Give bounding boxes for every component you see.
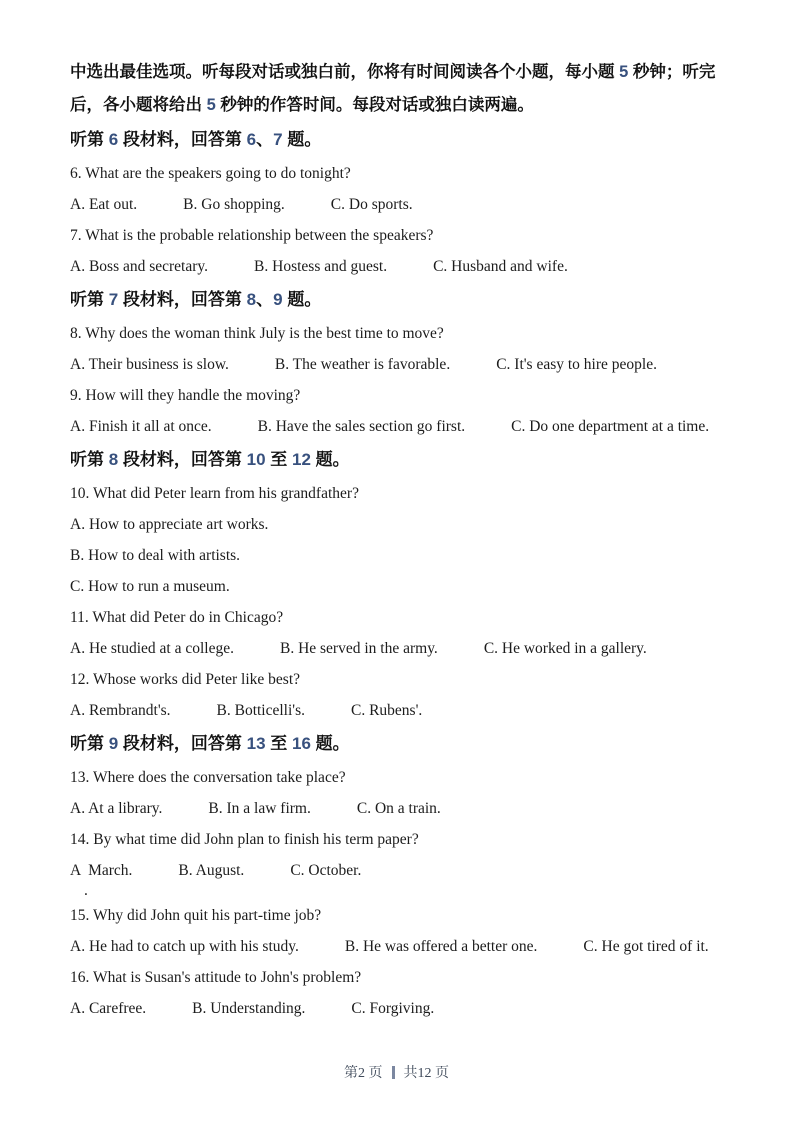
options-row: [70, 855, 723, 886]
option-a: A. Boss and secretary.: [70, 258, 209, 275]
option-c: C. How to run a museum.: [70, 578, 230, 595]
question-text: 7. What is the probable relationship between the speakers?: [70, 227, 434, 244]
option-b: B. Go shopping.: [183, 196, 285, 213]
page-footer: [0, 1062, 793, 1082]
option-a: A. Their business is slow.: [70, 356, 229, 373]
question-text: 6. What are the speakers going to do tonight?: [70, 165, 351, 182]
option-b: B. How to deal with artists.: [70, 547, 241, 564]
question-text: 16. What is Susan's attitude to John's problem?: [70, 969, 362, 986]
option-a: A. Eat out.: [70, 196, 138, 213]
options-row: [70, 189, 723, 220]
options-row: [70, 411, 723, 442]
question-text: 13. Where does the conversation take place?: [70, 769, 346, 786]
option-b: B. In a law firm.: [208, 800, 311, 817]
option-a: A. At a library.: [70, 800, 163, 817]
option-c: C. Do sports.: [330, 196, 413, 213]
section-heading: 听第 9 段材料，回答第 13 至 16 题。: [70, 734, 350, 753]
option-a: A. Finish it all at once.: [70, 418, 212, 435]
option-b: B. Botticelli's.: [216, 702, 305, 719]
option-c: C. He got tired of it.: [583, 938, 709, 955]
intro-line-2: 后，各小题将给出 5 秒钟的作答时间。每段对话或独白读两遍。: [70, 96, 534, 114]
option-c: C. He worked in a gallery.: [483, 640, 647, 657]
option-c: C. Rubens'.: [351, 702, 423, 719]
section-heading: 听第 7 段材料，回答第 8、9 题。: [70, 290, 322, 309]
options-row: [70, 251, 723, 282]
option-b: B. Have the sales section go first.: [257, 418, 466, 435]
option-a: A. Carefree.: [70, 1000, 147, 1017]
option-a: A. Rembrandt's.: [70, 702, 171, 719]
options-row: [70, 931, 723, 962]
section-heading: 听第 6 段材料，回答第 6、7 题。: [70, 130, 322, 149]
question-text: 15. Why did John quit his part-time job?: [70, 907, 322, 924]
option-a: A. He had to catch up with his study.: [70, 938, 299, 955]
options-row: [70, 993, 723, 1024]
footer-separator: [392, 1066, 395, 1079]
intro-line-1: 中选出最佳选项。听每段对话或独白前，你将有时间阅读各个小题，每小题 5 秒钟；听完: [70, 63, 716, 81]
option-b: B. Understanding.: [192, 1000, 306, 1017]
option-a: A. How to appreciate art works.: [70, 516, 269, 533]
option-b: B. August.: [178, 862, 245, 879]
options-row: [70, 633, 723, 664]
option-c: C. October.: [290, 862, 362, 879]
option-b: B. He served in the army.: [279, 640, 438, 657]
section-heading: 听第 8 段材料，回答第 10 至 12 题。: [70, 450, 350, 469]
question-text: 12. Whose works did Peter like best?: [70, 671, 301, 688]
option-c: C. It's easy to hire people.: [496, 356, 657, 373]
option-b: B. The weather is favorable.: [274, 356, 451, 373]
option-b: B. Hostess and guest.: [254, 258, 388, 275]
options-row: [70, 695, 723, 726]
option-c: C. Husband and wife.: [433, 258, 568, 275]
option-c: C. Do one department at a time.: [511, 418, 710, 435]
option-b: B. He was offered a better one.: [344, 938, 538, 955]
question-text: 11. What did Peter do in Chicago?: [70, 609, 284, 626]
question-text: 14. By what time did John plan to finish his term paper?: [70, 831, 419, 848]
question-text: 8. Why does the woman think July is the best time to move?: [70, 325, 444, 342]
option-a: A March.: [70, 862, 133, 879]
footer-page-label: 第2 页: [344, 1066, 383, 1081]
options-row: [70, 349, 723, 380]
stray-period: .: [84, 882, 88, 899]
option-c: C. On a train.: [356, 800, 441, 817]
question-text: 10. What did Peter learn from his grandfather?: [70, 485, 359, 502]
option-a: A. He studied at a college.: [70, 640, 234, 657]
options-row: [70, 793, 723, 824]
footer-total-label: 共12 页: [403, 1066, 449, 1081]
option-c: C. Forgiving.: [351, 1000, 435, 1017]
question-text: 9. How will they handle the moving?: [70, 387, 301, 404]
